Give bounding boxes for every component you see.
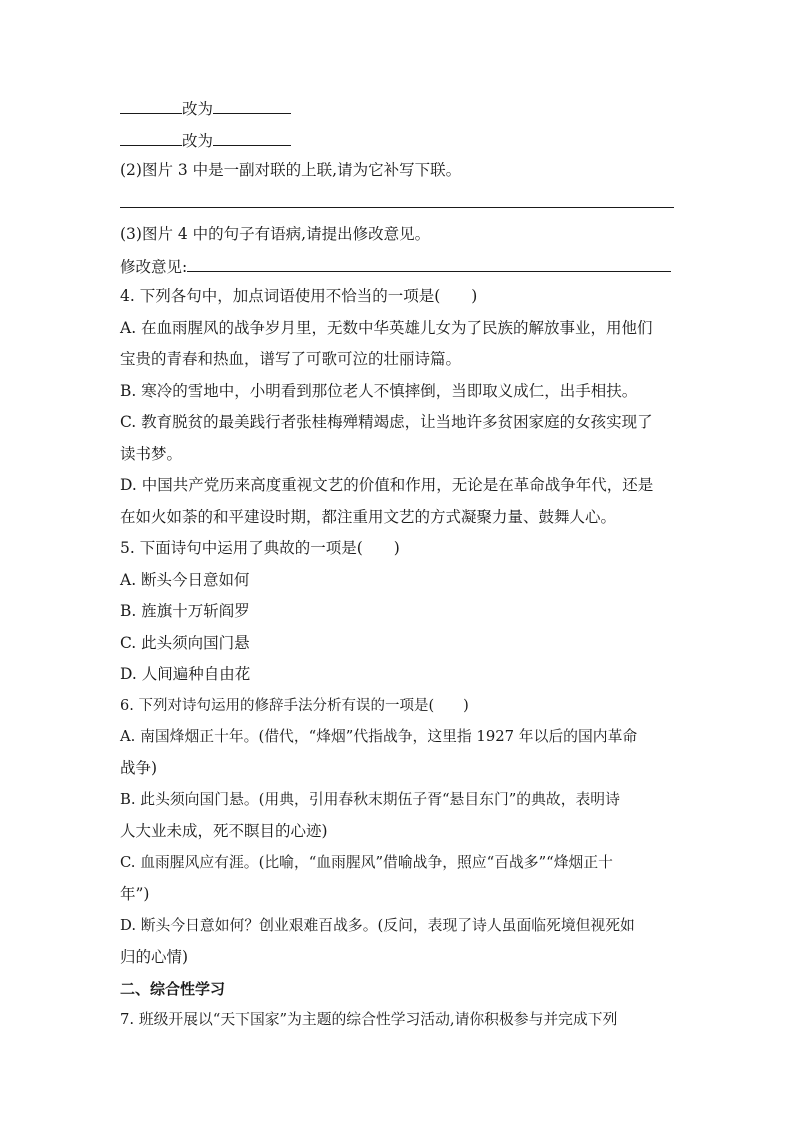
question-6-option-a-cont: 战争) — [120, 759, 158, 777]
question-6-stem: 6. 下列对诗句运用的修辞手法分析有误的一项是( ) — [120, 698, 469, 714]
answer-line[interactable] — [120, 207, 674, 208]
answer-blank[interactable] — [213, 129, 291, 146]
question-6-option-d-cont: 归的心情) — [120, 948, 189, 966]
question-4-option-d: D. 中国共产党历来高度重视文艺的价值和作用，无论是在革命战争年代，还是 — [120, 476, 654, 494]
blank-row-2 — [120, 129, 676, 151]
answer-line[interactable] — [187, 255, 671, 272]
answer-blank[interactable] — [120, 97, 182, 114]
question-5-option-d: D. 人间遍种自由花 — [120, 665, 251, 683]
question-5-option-c: C. 此头须向国门悬 — [120, 634, 250, 652]
answer-blank[interactable] — [213, 97, 291, 114]
question-6-option-c: C. 血雨腥风应有涯。(比喻，“血雨腥风”借喻战争，照应“百战多”“烽烟正十 — [120, 854, 613, 871]
blank-row-label: 改为 — [182, 100, 214, 118]
answer-blank[interactable] — [120, 129, 182, 146]
question-4-option-a: A. 在血雨腥风的战争岁月里，无数中华英雄儿女为了民族的解放事业，用他们 — [120, 319, 653, 337]
question-6-option-c-cont: 年”) — [120, 885, 150, 903]
blank-row-1 — [120, 97, 676, 119]
question-5-stem: 5. 下面诗句中运用了典故的一项是( ) — [120, 539, 400, 557]
question-6-option-b: B. 此头须向国门悬。(用典，引用春秋末期伍子胥“悬目东门”的典故，表明诗 — [120, 791, 620, 808]
question-6-option-d: D. 断头今日意如何？创业艰难百战多。(反问，表现了诗人虽面临死境但视死如 — [120, 917, 635, 934]
question-6-option-a: A. 南国烽烟正十年。(借代，“烽烟”代指战争，这里指 1927 年以后的国内革命 — [120, 728, 638, 745]
question-3-3: (3)图片 4 中的句子有语病,请提出修改意见。 — [120, 225, 431, 243]
question-4-option-c-cont: 读书梦。 — [120, 445, 183, 463]
question-3-2: (2)图片 3 中是一副对联的上联,请为它补写下联。 — [120, 161, 462, 179]
question-7-stem: 7. 班级开展以“天下国家”为主题的综合性学习活动,请你积极参与并完成下列 — [120, 1011, 618, 1028]
question-4-option-c: C. 教育脱贫的最美践行者张桂梅殚精竭虑，让当地许多贫困家庭的女孩实现了 — [120, 413, 653, 431]
question-4-stem: 4. 下列各句中，加点词语使用不恰当的一项是( ) — [120, 287, 478, 305]
question-4-option-d-cont: 在如火如荼的和平建设时期，都注重用文艺的方式凝聚力量、鼓舞人心。 — [120, 508, 617, 526]
blank-row-label: 改为 — [182, 132, 214, 150]
revision-suggestion-row — [120, 255, 676, 277]
section-heading: 二、综合性学习 — [120, 980, 226, 998]
question-6-option-b-cont: 人大业未成，死不瞑目的心迹) — [120, 822, 328, 840]
question-4-option-b: B. 寒冷的雪地中，小明看到那位老人不慎摔倒，当即取义成仁，出手相扶。 — [120, 382, 638, 400]
revision-label: 修改意见: — [120, 258, 188, 276]
question-4-option-a-cont: 宝贵的青春和热血，谱写了可歌可泣的壮丽诗篇。 — [120, 350, 462, 368]
question-5-option-b: B. 旌旗十万斩阎罗 — [120, 602, 250, 620]
question-5-option-a: A. 断头今日意如何 — [120, 571, 250, 589]
